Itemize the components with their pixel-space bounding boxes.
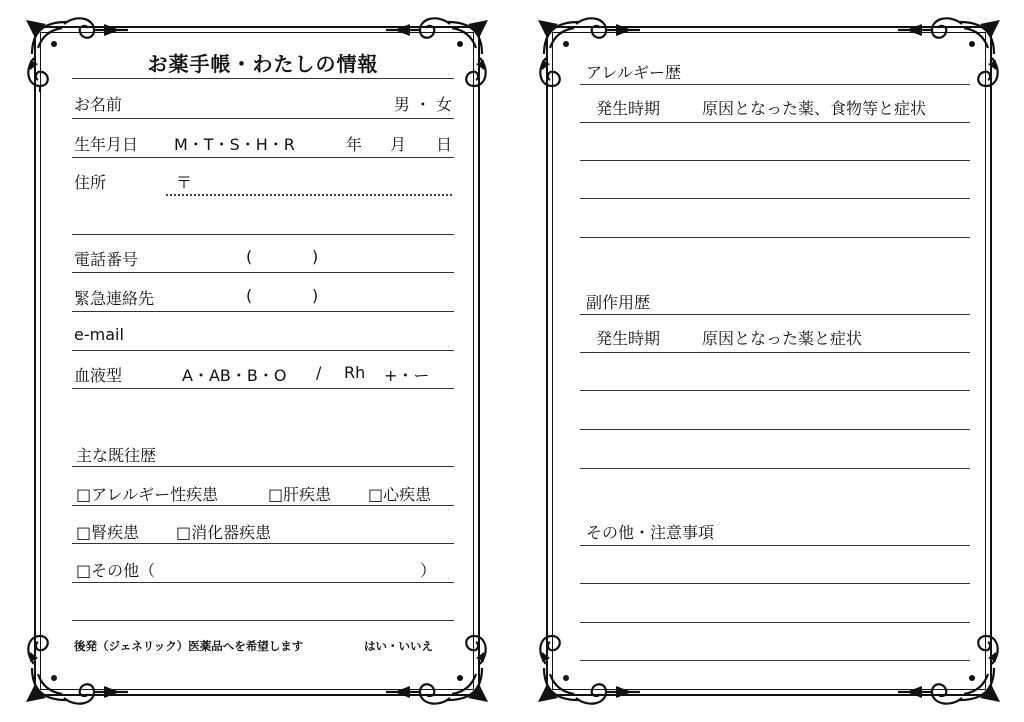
side-effect-title: 副作用歴 <box>586 293 651 312</box>
postal-mark: 〒 <box>176 173 193 192</box>
history-label: 主な既往歴 <box>76 446 157 465</box>
history-row2-line <box>72 543 454 544</box>
history-card <box>534 12 1004 710</box>
corner-ornament-top-right <box>892 14 1002 94</box>
history-liver-checkbox[interactable]: □肝疾患 <box>268 485 332 504</box>
history-extra-line[interactable] <box>72 620 454 621</box>
generic-label: 後発（ジェネリック）医薬品へを希望します <box>74 639 304 653</box>
emergency-paren-open: ( <box>246 286 253 305</box>
my-info-card <box>22 12 492 710</box>
email-field-line[interactable] <box>72 350 454 351</box>
history-heart-checkbox[interactable]: □心疾患 <box>368 485 432 504</box>
allergy-title: アレルギー歴 <box>586 63 681 82</box>
notes-title: その他・注意事項 <box>586 523 715 542</box>
card-title: お薬手帳・わたしの情報 <box>147 52 379 76</box>
allergy-row-line[interactable] <box>580 237 970 238</box>
side-effect-row-line[interactable] <box>580 429 970 430</box>
era-options: M・T・S・H・R <box>174 135 295 154</box>
address-label: 住所 <box>74 173 107 192</box>
emergency-paren-close: ) <box>312 286 319 305</box>
address-field-line[interactable] <box>72 234 454 235</box>
allergy-title-line <box>580 84 970 85</box>
allergy-row-line[interactable] <box>580 160 970 161</box>
rh-options: +・ー <box>384 366 430 385</box>
phone-label: 電話番号 <box>74 250 139 269</box>
side-effect-col-period: 発生時期 <box>596 329 661 348</box>
notes-row-line[interactable] <box>580 660 970 661</box>
side-effect-row-line[interactable] <box>580 468 970 469</box>
phone-field-line[interactable] <box>72 272 454 273</box>
rh-label: Rh <box>344 363 366 382</box>
phone-paren-close: ) <box>312 247 319 266</box>
notes-row-line[interactable] <box>580 583 970 584</box>
postal-code-field[interactable] <box>166 194 452 196</box>
name-field-line[interactable] <box>72 118 454 119</box>
history-digestive-checkbox[interactable]: □消化器疾患 <box>176 523 272 542</box>
day-unit: 日 <box>436 135 453 154</box>
email-label: e-mail <box>74 325 124 344</box>
history-title-line <box>72 466 454 467</box>
blood-slash: / <box>316 363 322 382</box>
history-other-checkbox[interactable]: □その他（ <box>76 561 156 580</box>
blood-label: 血液型 <box>74 366 123 385</box>
side-effect-row-line[interactable] <box>580 390 970 391</box>
month-unit: 月 <box>390 135 407 154</box>
side-effect-col-cause: 原因となった薬と症状 <box>702 329 863 348</box>
birth-label: 生年月日 <box>74 135 139 154</box>
history-kidney-checkbox[interactable]: □腎疾患 <box>76 523 140 542</box>
corner-ornament-bottom-left <box>536 628 646 708</box>
year-unit: 年 <box>346 135 363 154</box>
side-effect-title-line <box>580 314 970 315</box>
generic-options[interactable]: はい・いいえ <box>364 639 433 653</box>
history-other-close: ） <box>420 561 437 580</box>
history-row1-line <box>72 505 454 506</box>
card-frame-inner <box>552 32 986 690</box>
corner-ornament-bottom-right <box>892 628 1002 708</box>
birth-field-line[interactable] <box>72 157 454 158</box>
allergy-row-line[interactable] <box>580 198 970 199</box>
card-frame-inner <box>40 32 474 690</box>
allergy-header-line <box>580 122 970 123</box>
name-label: お名前 <box>74 95 123 114</box>
side-effect-header-line <box>580 352 970 353</box>
notes-row-line[interactable] <box>580 622 970 623</box>
allergy-col-cause: 原因となった薬、食物等と症状 <box>702 99 927 118</box>
emergency-field-line[interactable] <box>72 311 454 312</box>
history-other-line[interactable] <box>72 582 454 583</box>
phone-paren-open: ( <box>246 247 253 266</box>
gender-options: 男 ・ 女 <box>393 95 452 114</box>
blood-field-line[interactable] <box>72 388 454 389</box>
history-allergy-checkbox[interactable]: □アレルギー性疾患 <box>76 485 219 504</box>
allergy-col-period: 発生時期 <box>596 99 661 118</box>
blood-options: A・AB・B・O <box>182 366 287 385</box>
title-rule <box>72 78 454 79</box>
emergency-label: 緊急連絡先 <box>74 289 155 308</box>
notes-title-line <box>580 545 970 546</box>
